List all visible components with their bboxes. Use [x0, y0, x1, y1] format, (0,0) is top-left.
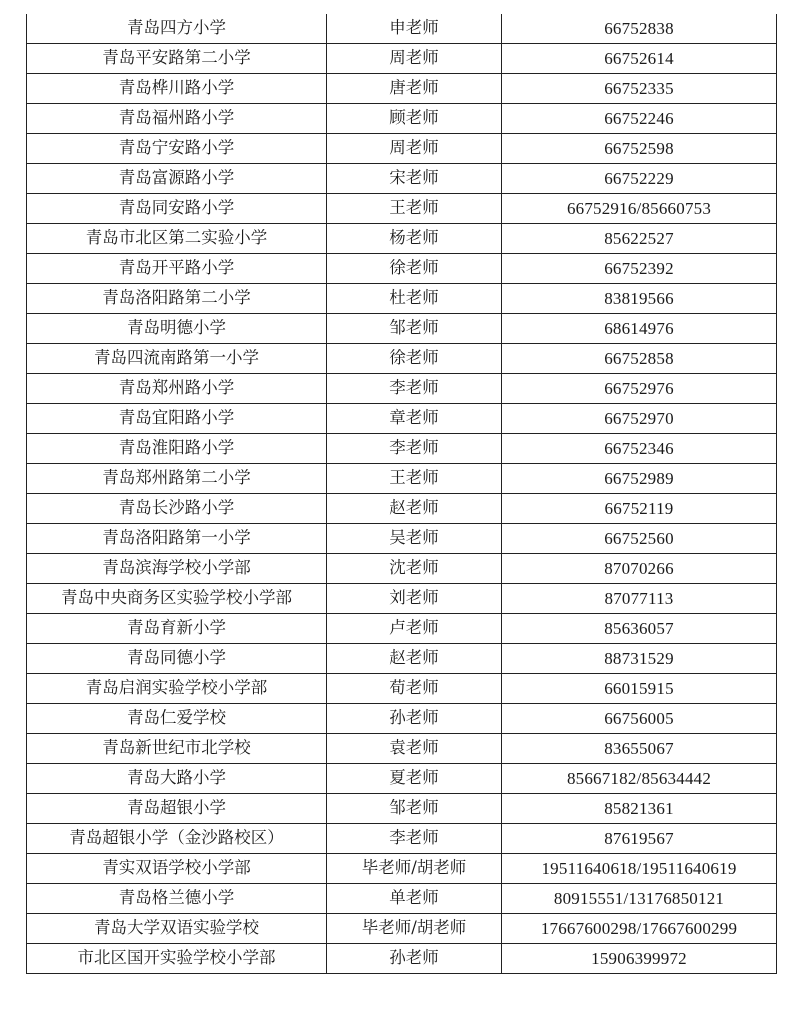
- teacher-name-cell: 李老师: [327, 374, 502, 404]
- teacher-name-cell: 单老师: [327, 884, 502, 914]
- table-row: [27, 404, 777, 434]
- school-name-cell: 青岛明德小学: [27, 314, 327, 344]
- phone-number-cell: 87619567: [502, 824, 777, 854]
- teacher-name-cell: 吴老师: [327, 524, 502, 554]
- table-row: [27, 644, 777, 674]
- school-name-cell: 青岛宜阳路小学: [27, 404, 327, 434]
- table-row: [27, 224, 777, 254]
- teacher-name-cell: 毕老师/胡老师: [327, 854, 502, 884]
- school-name-cell: 青岛四流南路第一小学: [27, 344, 327, 374]
- table-row: [27, 494, 777, 524]
- table-row: [27, 944, 777, 974]
- table-row: [27, 824, 777, 854]
- teacher-name-cell: 周老师: [327, 134, 502, 164]
- teacher-name-cell: 李老师: [327, 824, 502, 854]
- phone-number-cell: 88731529: [502, 644, 777, 674]
- school-name-cell: 青岛平安路第二小学: [27, 44, 327, 74]
- table-row: [27, 254, 777, 284]
- phone-number-cell: 66752838: [502, 14, 777, 44]
- school-name-cell: 青岛开平路小学: [27, 254, 327, 284]
- teacher-name-cell: 周老师: [327, 44, 502, 74]
- teacher-name-cell: 夏老师: [327, 764, 502, 794]
- phone-number-cell: 66752970: [502, 404, 777, 434]
- teacher-name-cell: 王老师: [327, 194, 502, 224]
- school-name-cell: 青岛桦川路小学: [27, 74, 327, 104]
- phone-number-cell: 66752229: [502, 164, 777, 194]
- school-name-cell: 青岛同安路小学: [27, 194, 327, 224]
- teacher-name-cell: 荀老师: [327, 674, 502, 704]
- school-name-cell: 青岛淮阳路小学: [27, 434, 327, 464]
- phone-number-cell: 85667182/85634442: [502, 764, 777, 794]
- school-name-cell: 青岛郑州路小学: [27, 374, 327, 404]
- teacher-name-cell: 沈老师: [327, 554, 502, 584]
- teacher-name-cell: 申老师: [327, 14, 502, 44]
- phone-number-cell: 83655067: [502, 734, 777, 764]
- phone-number-cell: 66752346: [502, 434, 777, 464]
- teacher-name-cell: 徐老师: [327, 344, 502, 374]
- table-row: [27, 344, 777, 374]
- table-row: [27, 614, 777, 644]
- school-name-cell: 青岛宁安路小学: [27, 134, 327, 164]
- teacher-name-cell: 杨老师: [327, 224, 502, 254]
- table-row: [27, 914, 777, 944]
- table-row: [27, 74, 777, 104]
- teacher-name-cell: 孙老师: [327, 944, 502, 974]
- phone-number-cell: 66752614: [502, 44, 777, 74]
- table-row: [27, 734, 777, 764]
- table-row: [27, 524, 777, 554]
- teacher-name-cell: 袁老师: [327, 734, 502, 764]
- school-name-cell: 青岛仁爱学校: [27, 704, 327, 734]
- teacher-name-cell: 李老师: [327, 434, 502, 464]
- table-row: [27, 854, 777, 884]
- phone-number-cell: 83819566: [502, 284, 777, 314]
- phone-number-cell: 66752976: [502, 374, 777, 404]
- table-row: [27, 44, 777, 74]
- teacher-name-cell: 赵老师: [327, 494, 502, 524]
- table-row: [27, 434, 777, 464]
- school-name-cell: 青岛大路小学: [27, 764, 327, 794]
- table-row: [27, 14, 777, 44]
- school-name-cell: 青实双语学校小学部: [27, 854, 327, 884]
- table-row: [27, 464, 777, 494]
- teacher-name-cell: 唐老师: [327, 74, 502, 104]
- table-row: [27, 164, 777, 194]
- table-row: [27, 554, 777, 584]
- phone-number-cell: 19511640618/19511640619: [502, 854, 777, 884]
- table-row: [27, 584, 777, 614]
- phone-number-cell: 66752598: [502, 134, 777, 164]
- table-row: [27, 794, 777, 824]
- table-row: [27, 884, 777, 914]
- phone-number-cell: 66752246: [502, 104, 777, 134]
- school-name-cell: 青岛格兰德小学: [27, 884, 327, 914]
- teacher-name-cell: 章老师: [327, 404, 502, 434]
- school-name-cell: 青岛洛阳路第一小学: [27, 524, 327, 554]
- school-name-cell: 青岛郑州路第二小学: [27, 464, 327, 494]
- school-name-cell: 青岛四方小学: [27, 14, 327, 44]
- teacher-name-cell: 徐老师: [327, 254, 502, 284]
- phone-number-cell: 68614976: [502, 314, 777, 344]
- phone-number-cell: 66752989: [502, 464, 777, 494]
- phone-number-cell: 87070266: [502, 554, 777, 584]
- phone-number-cell: 66752335: [502, 74, 777, 104]
- phone-number-cell: 66752560: [502, 524, 777, 554]
- school-name-cell: 青岛超银小学（金沙路校区）: [27, 824, 327, 854]
- teacher-name-cell: 顾老师: [327, 104, 502, 134]
- school-name-cell: 青岛启润实验学校小学部: [27, 674, 327, 704]
- phone-number-cell: 66752119: [502, 494, 777, 524]
- teacher-name-cell: 毕老师/胡老师: [327, 914, 502, 944]
- phone-number-cell: 66015915: [502, 674, 777, 704]
- phone-number-cell: 85622527: [502, 224, 777, 254]
- table-row: [27, 314, 777, 344]
- school-name-cell: 青岛市北区第二实验小学: [27, 224, 327, 254]
- phone-number-cell: 17667600298/17667600299: [502, 914, 777, 944]
- phone-number-cell: 66756005: [502, 704, 777, 734]
- school-name-cell: 青岛富源路小学: [27, 164, 327, 194]
- school-name-cell: 青岛新世纪市北学校: [27, 734, 327, 764]
- phone-number-cell: 66752858: [502, 344, 777, 374]
- teacher-name-cell: 赵老师: [327, 644, 502, 674]
- teacher-name-cell: 卢老师: [327, 614, 502, 644]
- teacher-name-cell: 邹老师: [327, 794, 502, 824]
- school-contact-table: [26, 14, 777, 974]
- teacher-name-cell: 孙老师: [327, 704, 502, 734]
- table-row: [27, 674, 777, 704]
- school-name-cell: 青岛滨海学校小学部: [27, 554, 327, 584]
- phone-number-cell: 66752392: [502, 254, 777, 284]
- table-row: [27, 284, 777, 314]
- teacher-name-cell: 王老师: [327, 464, 502, 494]
- school-name-cell: 青岛中央商务区实验学校小学部: [27, 584, 327, 614]
- table-row: [27, 104, 777, 134]
- phone-number-cell: 66752916/85660753: [502, 194, 777, 224]
- school-name-cell: 青岛超银小学: [27, 794, 327, 824]
- school-name-cell: 青岛同德小学: [27, 644, 327, 674]
- phone-number-cell: 85636057: [502, 614, 777, 644]
- teacher-name-cell: 邹老师: [327, 314, 502, 344]
- table-row: [27, 764, 777, 794]
- teacher-name-cell: 杜老师: [327, 284, 502, 314]
- school-name-cell: 青岛育新小学: [27, 614, 327, 644]
- table-row: [27, 704, 777, 734]
- table-row: [27, 134, 777, 164]
- school-name-cell: 青岛长沙路小学: [27, 494, 327, 524]
- school-name-cell: 青岛大学双语实验学校: [27, 914, 327, 944]
- teacher-name-cell: 宋老师: [327, 164, 502, 194]
- school-name-cell: 青岛福州路小学: [27, 104, 327, 134]
- phone-number-cell: 85821361: [502, 794, 777, 824]
- phone-number-cell: 87077113: [502, 584, 777, 614]
- school-name-cell: 青岛洛阳路第二小学: [27, 284, 327, 314]
- table-body: [27, 14, 777, 974]
- phone-number-cell: 80915551/13176850121: [502, 884, 777, 914]
- phone-number-cell: 15906399972: [502, 944, 777, 974]
- table-row: [27, 194, 777, 224]
- teacher-name-cell: 刘老师: [327, 584, 502, 614]
- school-name-cell: 市北区国开实验学校小学部: [27, 944, 327, 974]
- table-row: [27, 374, 777, 404]
